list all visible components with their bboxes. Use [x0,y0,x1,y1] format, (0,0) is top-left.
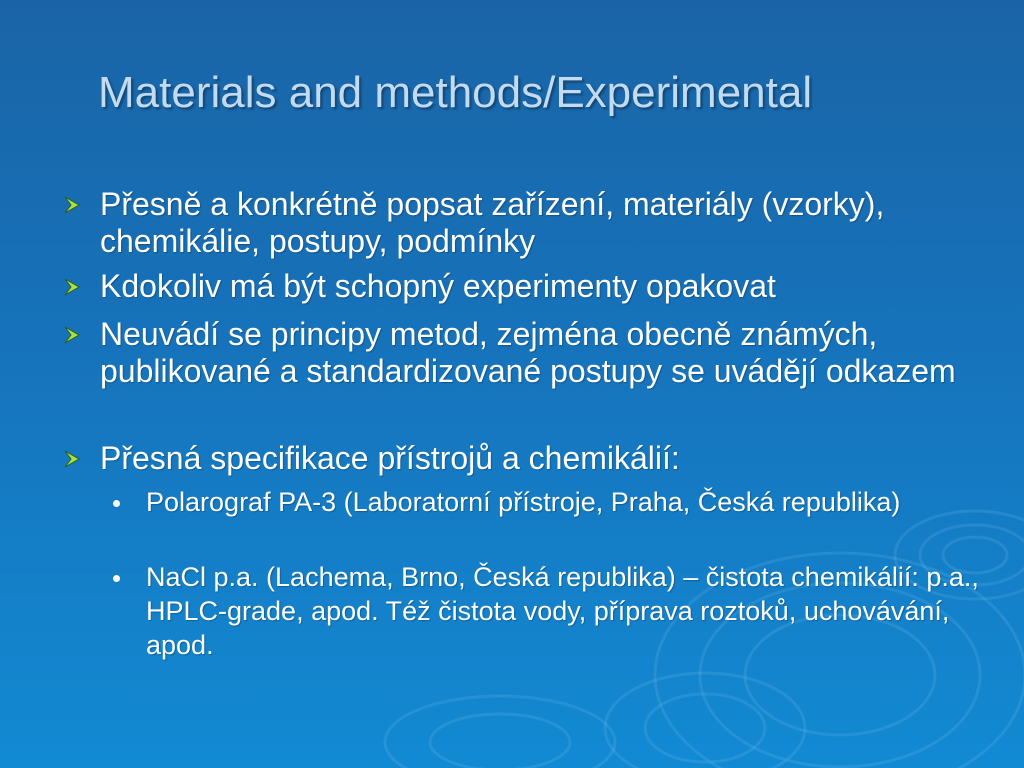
sub-bullet-text: Polarograf PA-3 (Laboratorní přístroje, Praha, Česká republika) [146,487,901,517]
dot-bullet-icon [113,575,120,582]
arrowhead-bullet-icon [62,277,82,297]
arrowhead-bullet-icon [62,195,82,215]
bullet-text: Neuvádí se principy metod, zejména obecně známých, publikované a standardizované postupy se uvádějí odkazem [100,316,956,389]
arrowhead-bullet-icon [62,325,82,345]
bullet-text: Přesná specifikace přístrojů a chemikálií: [100,440,680,476]
bullet-item [100,186,990,260]
bullet-item [100,440,990,477]
slide-title: Materials and methods/Experimental [98,68,813,117]
bullet-item [100,268,990,305]
sub-bullet-item [146,485,1006,519]
bullet-text: Kdokoliv má být schopný experimenty opakovat [100,268,776,304]
bullet-item [100,316,990,390]
sub-bullet-text: NaCl p.a. (Lachema, Brno, Česká republika) – čistota chemikálií: p.a., HPLC-grade, apod. Též čistota vody, příprava roztoků, uchovávání, apod. [146,562,979,660]
bullet-text: Přesně a konkrétně popsat zařízení, materiály (vzorky), chemikálie, postupy, podmínky [100,186,885,259]
sub-bullet-item [146,560,1006,662]
arrowhead-bullet-icon [62,449,82,469]
dot-bullet-icon [113,500,120,507]
